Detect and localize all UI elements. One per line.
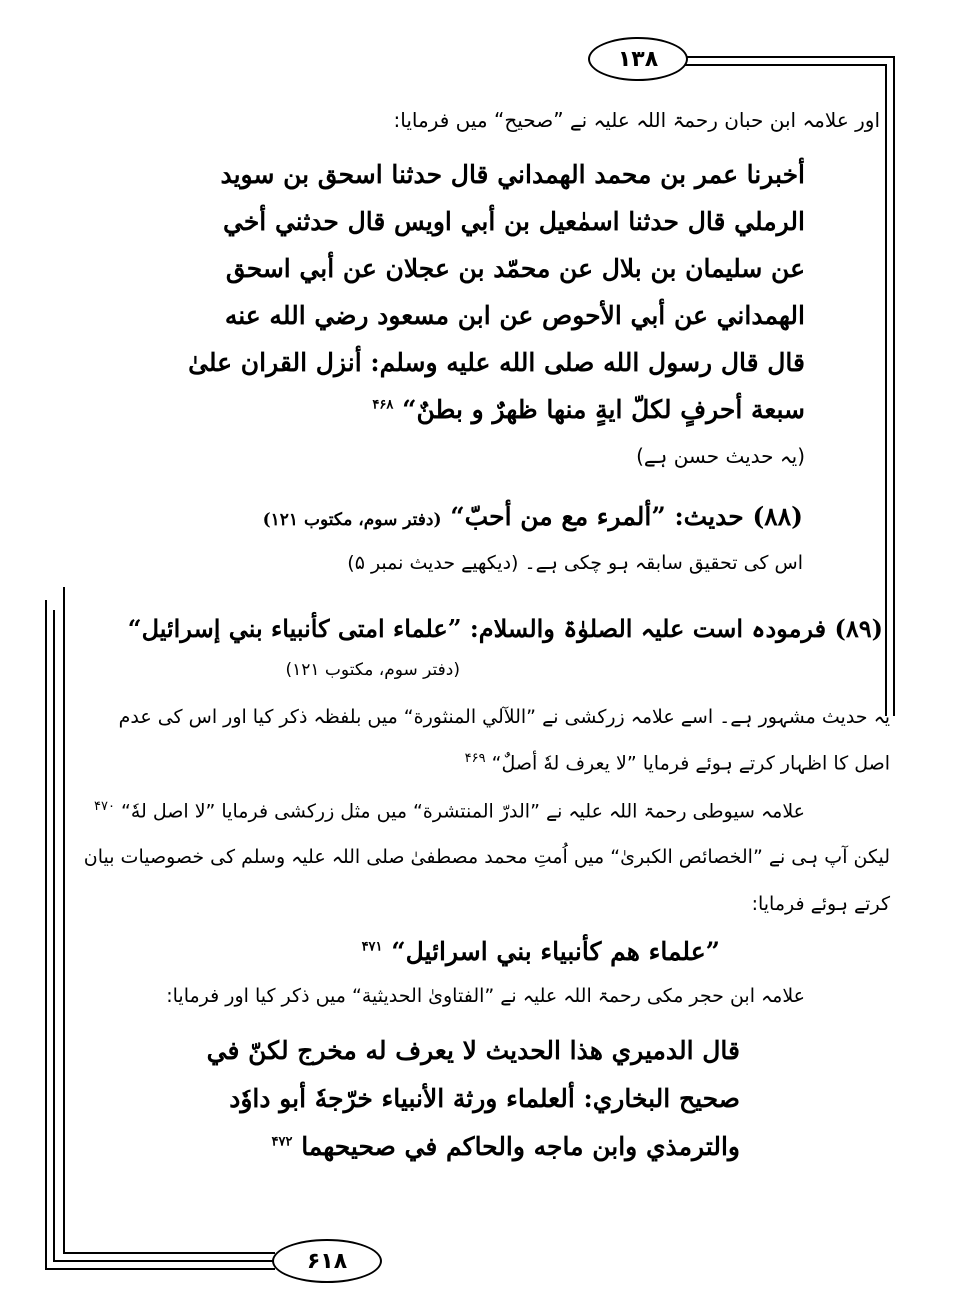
line-text: ”علماء هم كأنبياء بني اسرائيل“ (391, 937, 720, 966)
line-text: (دفتر سوم، مکتوب ۱۲۱) (285, 660, 460, 680)
line-text: اور علامہ ابن حبان رحمۃ اللہ علیہ نے ”صحیح“ میں فرمایا: (393, 108, 880, 132)
header-page-number-text: ۱۳۸ (617, 46, 659, 72)
footnote-ref: ۴۷۲ (271, 1134, 293, 1150)
frame-right-line-1 (893, 56, 895, 716)
line-text: علامہ ابن حجر مکی رحمۃ اللہ علیہ نے ”الفتاوىٰ الحديثية“ میں ذکر کیا اور فرمایا: (166, 985, 805, 1007)
source-89 (285, 660, 460, 680)
hadith-line-1 (220, 160, 805, 189)
line-text: اصل کا اظہار کرتے ہوئے فرمایا ”لا يعرف لهٗ أصلٌ“ (491, 752, 890, 775)
hadith-line-5 (188, 348, 805, 377)
source-note: (دفتر سوم، مکتوب ۱۲۱) (262, 510, 442, 530)
quote-2-line-3 (272, 1132, 740, 1161)
hadith-grade (636, 444, 805, 468)
line-text: الرملي قال حدثنا اسمٰعيل بن أبي اويس قال حدثني أخي (223, 207, 805, 236)
para-line-4 (84, 846, 890, 868)
line-text: اس کی تحقیق سابقہ ہو چکی ہے۔ (دیکھیے حدیث نمبر ۵) (347, 552, 803, 574)
line-text: والترمذي وابن ماجه والحاكم في صحيحهما (301, 1132, 740, 1161)
frame-bottom-line-3 (63, 1252, 275, 1254)
heading-89 (128, 614, 883, 643)
hadith-line-2 (223, 207, 805, 236)
footer-page-number-text: ۶۱۸ (306, 1248, 348, 1274)
frame-bottom-line-1 (45, 1268, 275, 1270)
quote-line (362, 937, 720, 966)
line-text: قال قال رسول الله صلى الله عليه وسلم: أنزل القران علىٰ (188, 348, 805, 377)
line-text: (۸۸) حدیث: ”ألمرء مع من أحبّ“ (450, 502, 803, 531)
para-line-1 (119, 706, 890, 728)
frame-left-line-2 (53, 610, 55, 1262)
line-text: الهمداني عن أبي الأحوص عن ابن مسعود رضي الله عنه (224, 301, 805, 330)
quote-2-line-1 (207, 1036, 740, 1065)
quote-2-line-2 (229, 1084, 740, 1113)
line-text: علامہ سیوطی رحمۃ اللہ علیہ نے ”الدرّ المنتشرة“ میں مثل زرکشی فرمایا ”لا اصل لهٗ“ (121, 800, 805, 823)
line-text: صحيح البخاري: ألعلماء ورثة الأنبياء خرّجهٗ أبو داوٗد (229, 1084, 740, 1113)
line-text: عن سليمان بن بلال عن محمّد بن عجلان عن أبي اسحق (225, 254, 805, 283)
footnote-ref: ۴۶۹ (464, 751, 486, 766)
hadith-line-6 (372, 395, 805, 424)
header-page-number (588, 37, 688, 81)
hadith-line-3 (226, 254, 805, 283)
line-text: یہ حدیث مشہور ہے۔ اسے علامہ زرکشی نے ”اللآلي المنثورة“ میں بلفظہ ذکر کیا اور اس کی عدم (118, 706, 890, 728)
line-text: أخبرنا عمر بن محمد الهمداني قال حدثنا اسحق بن سويد (220, 160, 805, 189)
heading-88 (263, 502, 803, 531)
footnote-ref: ۴۷۰ (94, 799, 115, 814)
frame-left-line-1 (45, 600, 47, 1270)
frame-bottom-line-2 (53, 1260, 275, 1262)
intro-line (394, 108, 881, 132)
line-text: سبعة أحرفٍ لكلّ ايةٍ منها ظهرٌ و بطنٌ“ (402, 395, 805, 424)
line-text: (یہ حدیث حسن ہے) (636, 444, 805, 468)
frame-top-line-2 (682, 64, 887, 66)
footer-page-number (272, 1239, 382, 1283)
hadith-line-4 (225, 301, 805, 330)
footnote-ref: ۴۷۱ (361, 939, 383, 955)
para-line-3 (94, 799, 805, 822)
line-text: (۸۹) فرمودہ است علیہ الصلوٰۃ والسلام: ”علماء امتی کأنبياء بني إسرائيل“ (127, 614, 883, 643)
line-text: لیکن آپ ہی نے ”الخصائص الكبرىٰ“ میں اُمتِ محمد مصطفیٰ صلی اللہ علیہ وسلم کی خصوصیات بیان (83, 846, 890, 868)
note-88 (347, 552, 803, 574)
line-text: کرتے ہوئے فرمایا: (751, 893, 890, 915)
para-line-6 (166, 985, 805, 1007)
frame-mid-line (63, 587, 65, 1253)
frame-right-line-2 (885, 64, 887, 716)
para-line-5 (752, 893, 890, 915)
footnote-ref: ۴۶۸ (372, 397, 394, 413)
line-text: قال الدميري هذا الحديث لا يعرف له مخرج لكنّ في (206, 1036, 740, 1065)
frame-top-line-1 (682, 56, 894, 58)
para-line-2 (465, 751, 890, 774)
